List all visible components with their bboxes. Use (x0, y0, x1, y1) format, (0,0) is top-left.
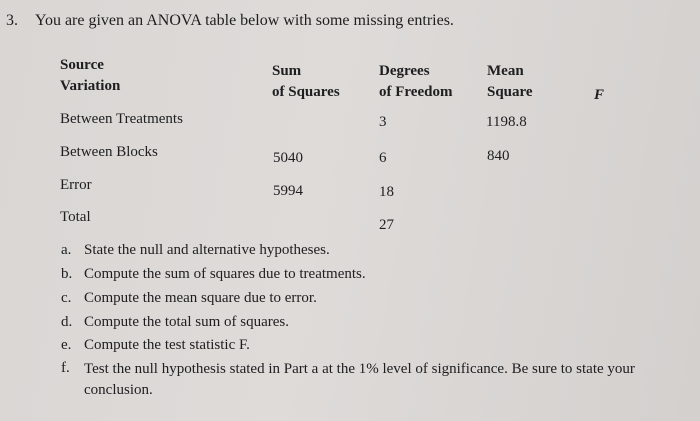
header-source: Source Variation (60, 57, 121, 94)
cell-df-between-treatments: 3 (379, 114, 387, 130)
row-label-total: Total (60, 209, 91, 225)
part-c-letter: c. (61, 290, 72, 306)
part-e-letter: e. (61, 337, 72, 353)
part-b-text: Compute the sum of squares due to treatments. (84, 266, 366, 282)
part-f-text: Test the null hypothesis stated in Part a at the 1% level of significance. Be sure to state your conclusion. (84, 361, 635, 398)
part-d-letter: d. (61, 314, 73, 330)
part-f-letter: f. (61, 360, 70, 376)
cell-ss-error: 5994 (273, 183, 303, 199)
cell-ss-between-blocks: 5040 (273, 150, 303, 166)
part-d-text: Compute the total sum of squares. (84, 314, 289, 330)
header-sum-of-squares: Sum of Squares (272, 63, 340, 100)
part-b-letter: b. (61, 266, 73, 282)
question-number: 3. (6, 12, 18, 29)
question-prompt: You are given an ANOVA table below with some missing entries. (35, 12, 454, 29)
part-a-text: State the null and alternative hypotheses. (84, 242, 330, 258)
header-f: F (594, 87, 605, 103)
row-label-error: Error (60, 177, 92, 193)
cell-ms-between-blocks: 840 (487, 148, 510, 164)
part-e-text: Compute the test statistic F. (84, 337, 250, 353)
header-mean-square: Mean Square (487, 63, 533, 100)
part-a-letter: a. (61, 242, 72, 258)
cell-df-error: 18 (379, 184, 394, 200)
cell-df-total: 27 (379, 217, 394, 233)
header-degrees-of-freedom: Degrees of Freedom (379, 63, 453, 100)
part-c-text: Compute the mean square due to error. (84, 290, 317, 306)
row-label-between-treatments: Between Treatments (60, 111, 183, 127)
row-label-between-blocks: Between Blocks (60, 144, 158, 160)
cell-ms-between-treatments: 1198.8 (486, 114, 527, 130)
cell-df-between-blocks: 6 (379, 150, 387, 166)
